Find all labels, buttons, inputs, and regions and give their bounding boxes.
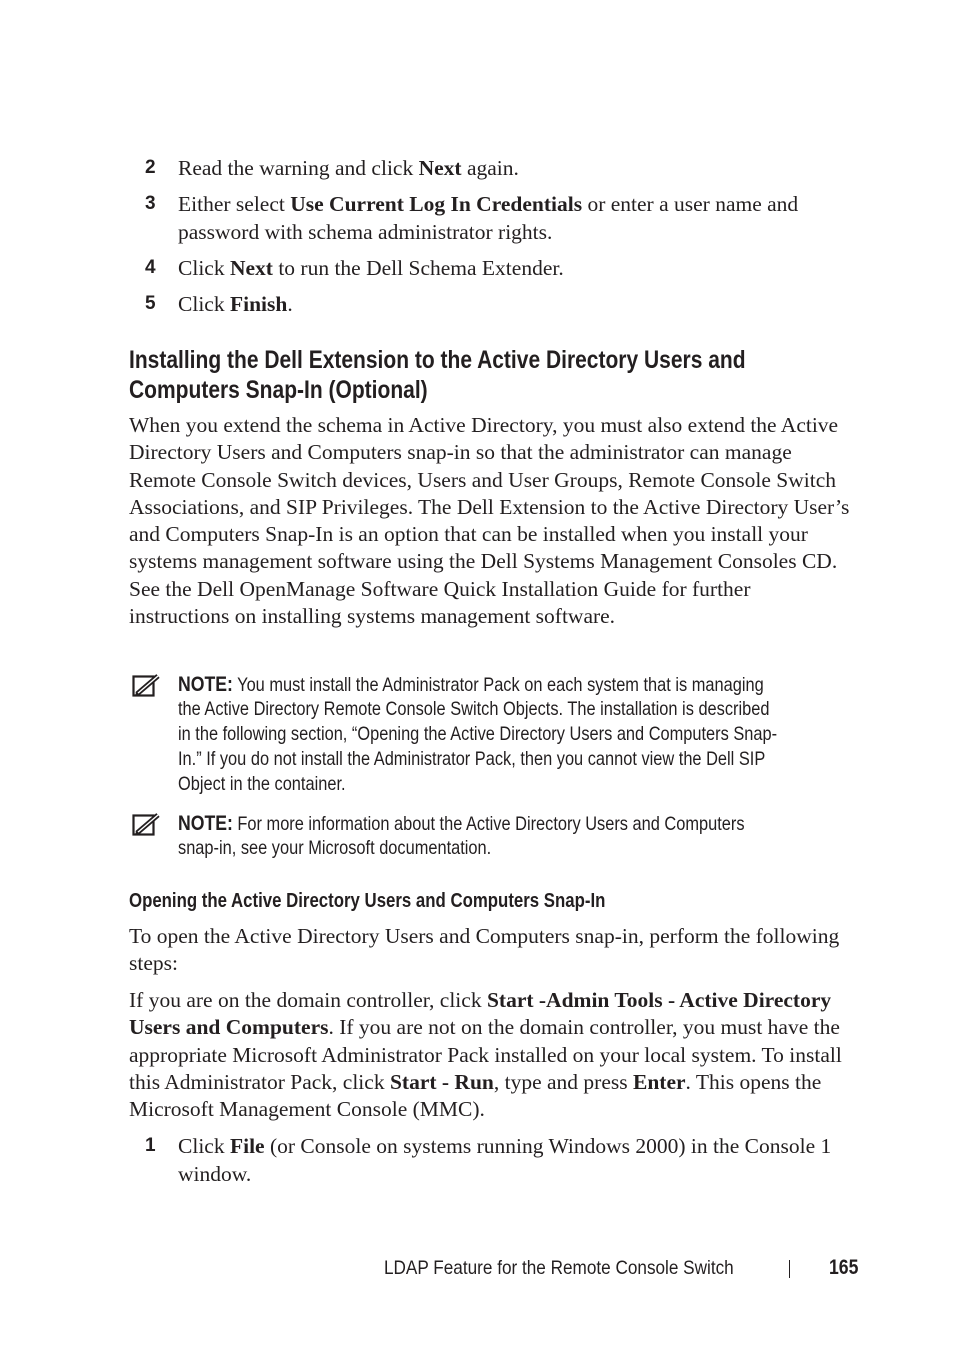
footer-chapter-title	[384, 1255, 781, 1281]
page-number: 165	[829, 1256, 859, 1279]
text-run: Click	[178, 292, 230, 316]
step-text	[178, 254, 858, 282]
step-number: 4	[145, 257, 156, 278]
step-text	[178, 290, 858, 318]
emphasized-text: File	[229, 1134, 265, 1158]
text-run: . If you are not on the domain controller, you must have the appropriate Microsoft Administrator Pack installed on your local system. To install this Administrator Pack, click	[129, 1015, 842, 1094]
step-number: 2	[145, 157, 156, 178]
emphasized-text: Start - Run	[389, 1069, 494, 1094]
text-run: . This opens the Microsoft Management Console (MMC).	[129, 1069, 822, 1122]
note-text-line: You must install the Administrator Pack on each system that is managing	[237, 674, 764, 696]
text-run: Click	[178, 1134, 230, 1158]
text-run: If you are on the domain controller, click	[129, 988, 487, 1012]
domain-paragraph	[129, 987, 855, 1123]
pencil-note-icon	[132, 674, 162, 698]
section-paragraph: When you extend the schema in Active Directory, you must also extend the Active Directory Users and Computers snap-in so that the administrator can manage Remote Console Switch devices, Users and User Groups, Remote Console Switch Associations, and SIP Privileges. The Dell Extension to the Active Directory User’s and Computers Snap-In is an option that can be installed when you install your systems management software using the Dell Systems Management Consoles CD. See the Dell OpenManage Software Quick Installation Guide for further instructions on installing systems management software.	[129, 413, 850, 629]
note-text-line: Object in the container.	[178, 773, 346, 795]
section-heading-line: Computers Snap-In (Optional)	[129, 376, 428, 404]
step-item	[128, 290, 858, 318]
text-run: Click	[178, 256, 230, 280]
emphasized-text: Enter	[633, 1069, 686, 1094]
step-item	[128, 1132, 858, 1188]
intro-paragraph: To open the Active Directory Users and Computers snap-in, perform the following steps:	[129, 924, 840, 976]
text-run: Either select	[178, 192, 291, 216]
note-text-line: snap-in, see your Microsoft documentation.	[178, 837, 492, 859]
step-text	[178, 1132, 858, 1188]
note-text-line: For more information about the Active Directory Users and Computers	[237, 813, 745, 835]
step-item	[128, 190, 858, 246]
step-number: 5	[145, 293, 156, 314]
step-item	[128, 154, 858, 182]
text-run: to run the Dell Schema Extender.	[272, 256, 564, 280]
note-text-line: in the following section, “Opening the Active Directory Users and Computers Snap-	[178, 723, 778, 745]
text-run: again.	[461, 156, 519, 180]
emphasized-text: Finish	[229, 292, 288, 316]
text-run: (or Console on systems running Windows 2000) in the Console 1 window.	[178, 1134, 832, 1186]
text-run: , type and press	[493, 1069, 633, 1094]
note-text-line: In.” If you do not install the Administrator Pack, then you cannot view the Dell SIP	[178, 748, 766, 770]
subsection-heading-text: Opening the Active Directory Users and Computers Snap-In	[129, 890, 606, 912]
section-heading-line: Installing the Dell Extension to the Active Directory Users and	[129, 346, 746, 374]
subsection-heading	[129, 889, 696, 913]
footer-page-number	[829, 1255, 864, 1281]
note-text-line: the Active Directory Remote Console Switch Objects. The installation is described	[178, 698, 770, 720]
pencil-note-icon	[132, 813, 162, 837]
emphasized-text: Start -Admin Tools - Active Directory Users and Computers	[129, 988, 832, 1040]
emphasized-text: Next	[229, 256, 273, 280]
step-number: 1	[145, 1135, 156, 1156]
footer-chapter-text: LDAP Feature for the Remote Console Switch	[384, 1257, 734, 1279]
step-number: 3	[145, 193, 156, 214]
emphasized-text: Use Current Log In Credentials	[290, 192, 583, 216]
section-heading	[129, 345, 863, 405]
note-label: NOTE:	[178, 673, 233, 696]
step-text	[178, 154, 858, 182]
step-text	[178, 190, 858, 246]
step-item	[128, 254, 858, 282]
text-run: Read the warning and click	[178, 156, 419, 180]
footer-separator	[789, 1260, 790, 1278]
emphasized-text: Next	[418, 156, 462, 180]
text-run: .	[287, 292, 293, 316]
note-label: NOTE:	[178, 812, 233, 835]
text-run: or enter a user name and password with schema administrator rights.	[178, 192, 799, 244]
